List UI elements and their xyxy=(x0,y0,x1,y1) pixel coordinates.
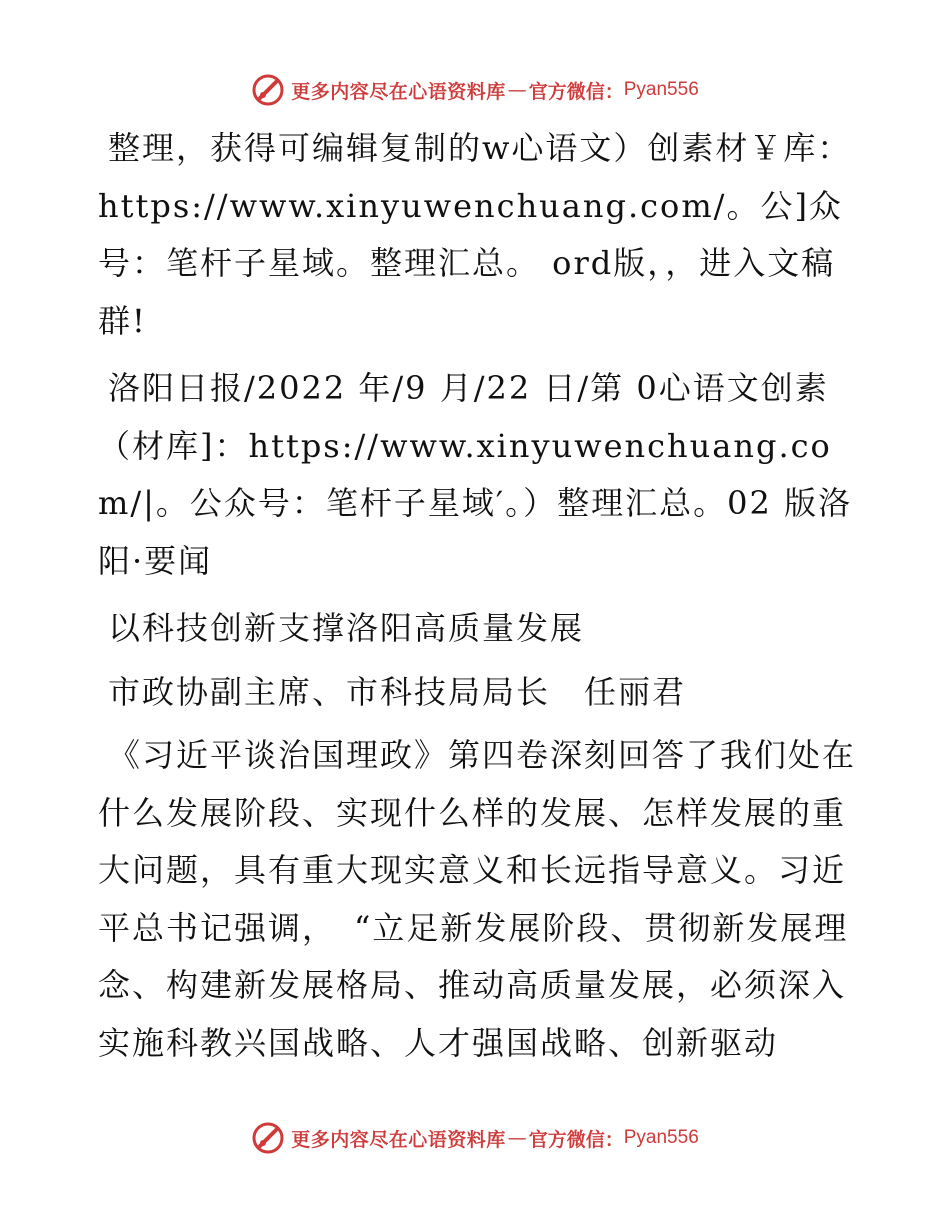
banner-official-label: 官方微信： xyxy=(528,80,624,103)
source-paragraph: 洛阳日报/2022 年/9 月/22 日/第 0心语文创素（材库]：https://www.xinyuwenchuang.com/|。公众号：笔杆子星域′。）整理汇总。02 版洛阳·要闻 xyxy=(98,369,853,580)
banner-account: Pyan556 xyxy=(623,1127,699,1148)
banner-main-text: 更多内容尽在心语资料库 xyxy=(291,80,506,103)
body-paragraph: 《习近平谈治国理政》第四卷深刻回答了我们处在什么发展阶段、实现什么样的发展、怎样发展的重大问题，具有重大现实意义和长远指导意义。习近平总书记强调， “立足新发展阶段、贯彻新发展理念、构建新发展格局、推动高质量发展，必须深入实施科教兴国战略、人才强国战略、创新驱动 xyxy=(98,736,857,1062)
banner-separator: — xyxy=(507,79,527,101)
brush-logo-icon xyxy=(251,1121,285,1155)
banner-account: Pyan556 xyxy=(623,79,699,100)
article-author: 市政协副主席、市科技局局长 任丽君 xyxy=(108,672,687,711)
brush-logo-icon xyxy=(251,73,285,107)
header-watermark-banner xyxy=(0,70,950,110)
banner-official-label: 官方微信： xyxy=(528,1128,624,1151)
banner-main-text: 更多内容尽在心语资料库 xyxy=(291,1128,506,1151)
intro-paragraph: 整理，获得可编辑复制的w心语文）创素材￥库：https://www.xinyuwenchuang.com/。公]众号：笔杆子星域。整理汇总。 ord版，，进入文稿群! xyxy=(98,129,852,340)
article-title: 以科技创新支撑洛阳高质量发展 xyxy=(108,609,585,647)
banner-separator: — xyxy=(507,1127,527,1149)
footer-watermark-banner xyxy=(0,1118,950,1158)
document-body xyxy=(98,120,858,1082)
